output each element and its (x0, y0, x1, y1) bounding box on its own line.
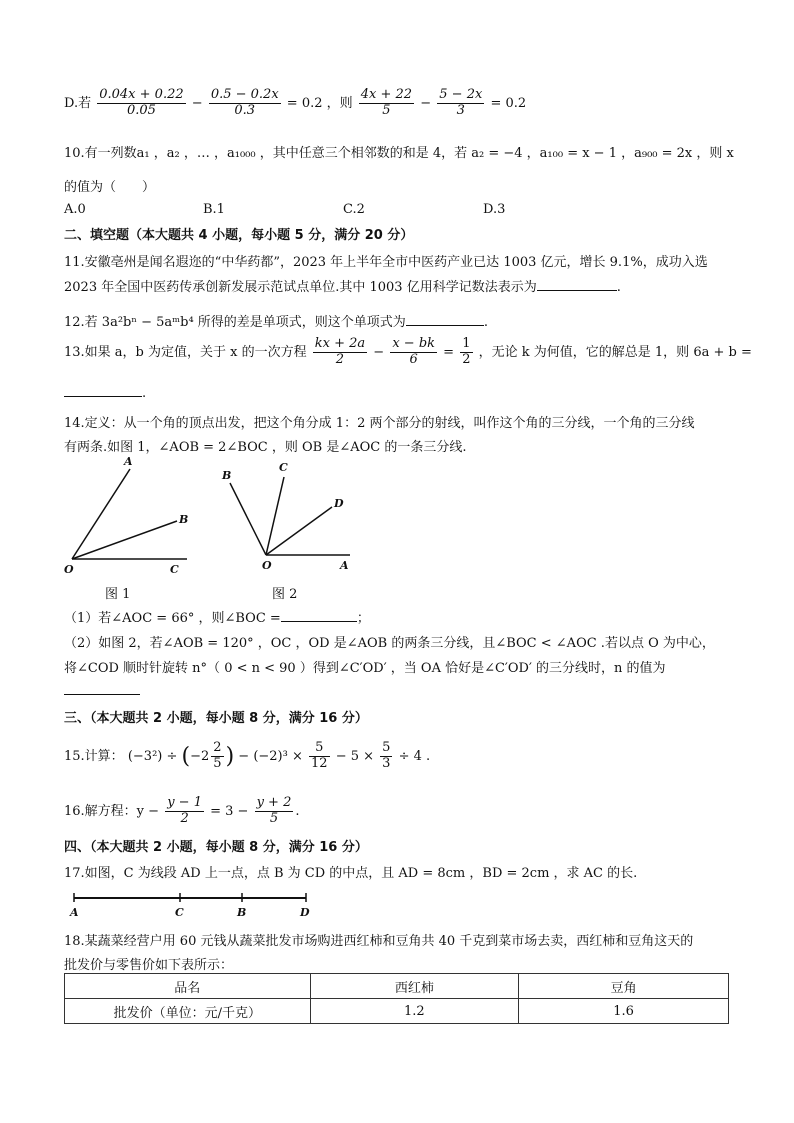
q9d-frac3 (359, 88, 414, 119)
q9d-eq1: = 0.2 ，则 (286, 95, 353, 111)
q17-label-b: B (237, 906, 247, 919)
q11-line1: 11.安徽亳州是闻名遐迩的“中华药都”，2023 年上半年全市中医药产业已达 1003 亿元，增长 9.1%，成功入选 (64, 255, 708, 270)
q13-frac3-num: 1 (462, 336, 471, 351)
q15-rparen: ) (225, 743, 235, 769)
q13-frac1-num: kx + 2a (314, 336, 366, 351)
q10-option-c: C.2 (343, 202, 365, 217)
q18-line1: 18.某蔬菜经营户用 60 元钱从蔬菜批发市场购进西红柿和豆角共 40 千克到菜市场去卖，西红柿和豆角这天的 (64, 934, 694, 949)
q9d-frac2-num: 0.5 − 0.2x (210, 87, 279, 102)
q18-line2: 批发价与零售价如下表所示： (64, 958, 234, 973)
q14-part2-blank[interactable] (64, 682, 140, 695)
q9d-eq2: = 0.2 (490, 95, 527, 111)
q16-frac2 (255, 796, 294, 827)
q15-term1: (−3²) ÷ (127, 748, 178, 764)
q9d-frac3-den: 5 (382, 102, 391, 118)
q9d-frac1 (97, 88, 185, 119)
q15-frac2 (309, 741, 330, 772)
q14-line1: 14.定义：从一个角的顶点出发，把这个角分成 1：2 两个部分的射线，叫作这个角的三分线，一个角的三分线 (64, 416, 695, 431)
q12 (64, 311, 488, 330)
q12-end: . (483, 315, 488, 330)
table-cell: 批发价（单位：元/千克） (65, 999, 311, 1024)
q10-line2: 的值为（ ） (64, 180, 156, 195)
q13-answer-blank[interactable] (64, 384, 142, 397)
q14-part1-end: ； (356, 611, 370, 626)
q17-text: 17.如图，C 为线段 AD 上一点，点 B 为 CD 的中点，且 AD = 8cm ，BD = 2cm ，求 AC 的长. (64, 866, 638, 881)
q14-part1 (64, 607, 370, 626)
q16-frac1 (165, 796, 204, 827)
q15-frac1-den: 5 (213, 755, 222, 771)
table-header-cell: 品名 (65, 974, 311, 999)
q13-frac1 (313, 337, 367, 368)
q13-frac2 (390, 337, 437, 368)
q15-frac3 (380, 741, 392, 772)
q9-option-d (64, 88, 526, 119)
q14-part1-blank[interactable] (281, 609, 357, 622)
q9d-label: D.若 (64, 95, 92, 111)
q15-frac1 (211, 741, 223, 772)
q9d-frac3-num: 4x + 22 (360, 87, 413, 102)
q13 (64, 337, 752, 368)
figure-2 (218, 455, 353, 580)
q13-pre: 13.如果 a，b 为定值，关于 x 的一次方程 (64, 344, 307, 360)
q15-frac3-num: 5 (382, 740, 391, 755)
table-header-row (65, 974, 729, 999)
q10-option-a: A.0 (64, 202, 86, 217)
table-header-cell: 西红柿 (310, 974, 519, 999)
q11-end: . (616, 280, 621, 295)
q15-term4: ÷ 4 . (398, 748, 431, 764)
q15-frac3-den: 3 (382, 755, 391, 771)
q17-label-a: A (70, 906, 79, 919)
q13-frac2-den: 6 (409, 351, 418, 367)
q9d-minus: − (191, 95, 203, 111)
fig1-label-b: B (179, 513, 189, 526)
q16-frac2-num: y + 2 (256, 795, 292, 810)
q14-part2-line2: 将∠COD 顺时针旋转 n°（ 0 < n < 90 ）得到∠C′OD′ ，当 OA 恰好是∠C′OD′ 的三分线时，n 的值为 (64, 661, 666, 676)
fig2-label-b: B (222, 469, 232, 482)
fig2-label-a: A (340, 559, 349, 572)
q12-answer-blank[interactable] (406, 313, 484, 326)
q13-frac2-num: x − bk (392, 336, 436, 351)
fig2-label-d: D (334, 497, 344, 510)
q13-answer-line (64, 384, 146, 401)
q13-end: . (142, 386, 147, 401)
section-4-heading: 四、（本大题共 2 小题，每小题 8 分，满分 16 分） (64, 840, 368, 855)
q9d-frac2 (209, 88, 281, 119)
table-cell: 1.6 (519, 999, 729, 1024)
q9d-frac2-den: 0.3 (234, 102, 256, 118)
fig2-label-c: C (279, 461, 288, 474)
fig1-ray-ob (72, 521, 177, 559)
q11-line2-text: 2023 年全国中医药传承创新发展示范试点单位.其中 1003 亿用科学记数法表示为 (64, 280, 537, 295)
fig1-ray-oa (72, 469, 130, 559)
q9d-frac4 (437, 88, 484, 119)
q13-post: ，无论 k 为何值，它的解总是 1，则 6a + b = (478, 344, 752, 360)
q16-frac1-num: y − 1 (167, 795, 202, 810)
table-header-cell: 豆角 (519, 974, 729, 999)
q17-label-d: D (300, 906, 310, 919)
section-3-heading: 三、（本大题共 2 小题，每小题 8 分，满分 16 分） (64, 711, 368, 726)
q11-line2 (64, 276, 621, 295)
q10-option-b: B.1 (203, 202, 225, 217)
fig1-label-o: O (64, 563, 74, 576)
q13-minus: − (373, 344, 385, 360)
q13-eq: = (443, 344, 455, 360)
fig2-caption: 图 2 (272, 587, 298, 602)
q16-mid: = 3 − (210, 803, 249, 819)
fig2-ray-ob (230, 483, 266, 555)
fig1-label-c: C (170, 563, 179, 576)
q9d-frac1-den: 0.05 (126, 102, 156, 118)
q16-frac1-den: 2 (180, 810, 189, 826)
q17-segment-figure (62, 888, 322, 922)
q14-line2: 有两条.如图 1，∠AOB = 2∠BOC ，则 OB 是∠AOC 的一条三分线. (64, 440, 467, 455)
section-2-heading: 二、填空题（本大题共 4 小题，每小题 5 分，满分 20 分） (64, 228, 414, 243)
q14-part1-text: （1）若∠AOC = 66° ，则∠BOC = (64, 611, 281, 626)
q10-line1: 10.有一列数a₁ ，a₂ ，… ，a₁₀₀₀ ，其中任意三个相邻数的和是 4，若 a₂ = −4 ，a₁₀₀ = x − 1 ，a₉₀₀ = 2x ，则 x (64, 146, 734, 161)
q16-frac2-den: 5 (269, 810, 279, 826)
q13-frac3 (460, 337, 472, 368)
q9d-frac4-num: 5 − 2x (439, 87, 483, 102)
fig1-caption: 图 1 (105, 587, 131, 602)
q15-mixed-int: −2 (190, 748, 210, 764)
q15-pre: 15.计算： (64, 748, 124, 764)
q15-frac2-num: 5 (309, 741, 330, 757)
q16 (64, 796, 300, 827)
q14-part2-line1: （2）如图 2，若∠AOB = 120° ，OC ，OD 是∠AOB 的两条三分线，且∠BOC < ∠AOC .若以点 O 为中心， (64, 636, 715, 651)
q15-lparen: ( (181, 743, 191, 769)
q14-part2-answer (64, 682, 140, 699)
fig1-label-a: A (124, 455, 133, 468)
table-row (65, 999, 729, 1024)
q9d-frac1-num: 0.04x + 0.22 (99, 87, 184, 102)
q11-answer-blank[interactable] (537, 278, 617, 291)
q10-option-d: D.3 (483, 202, 506, 217)
q18-price-table (64, 973, 729, 1024)
q15-frac1-num: 2 (213, 740, 222, 755)
q17-label-c: C (175, 906, 184, 919)
figure-1 (62, 455, 197, 580)
q12-text: 12.若 3a²bⁿ − 5aᵐb⁴ 所得的差是单项式，则这个单项式为 (64, 315, 406, 330)
q13-frac3-den: 2 (462, 351, 471, 367)
q15-term3: − 5 × (335, 748, 375, 764)
q16-end: . (295, 803, 300, 819)
q15-term2: − (−2)³ × (238, 748, 303, 764)
q9d-minus-2: − (420, 95, 432, 111)
q13-frac1-den: 2 (335, 351, 345, 367)
table-cell: 1.2 (310, 999, 519, 1024)
q15-frac2-den: 12 (311, 755, 328, 771)
fig2-label-o: O (262, 559, 272, 572)
q15 (64, 741, 430, 772)
q9d-frac4-den: 3 (456, 102, 465, 118)
q16-pre: 16.解方程：y − (64, 803, 160, 819)
